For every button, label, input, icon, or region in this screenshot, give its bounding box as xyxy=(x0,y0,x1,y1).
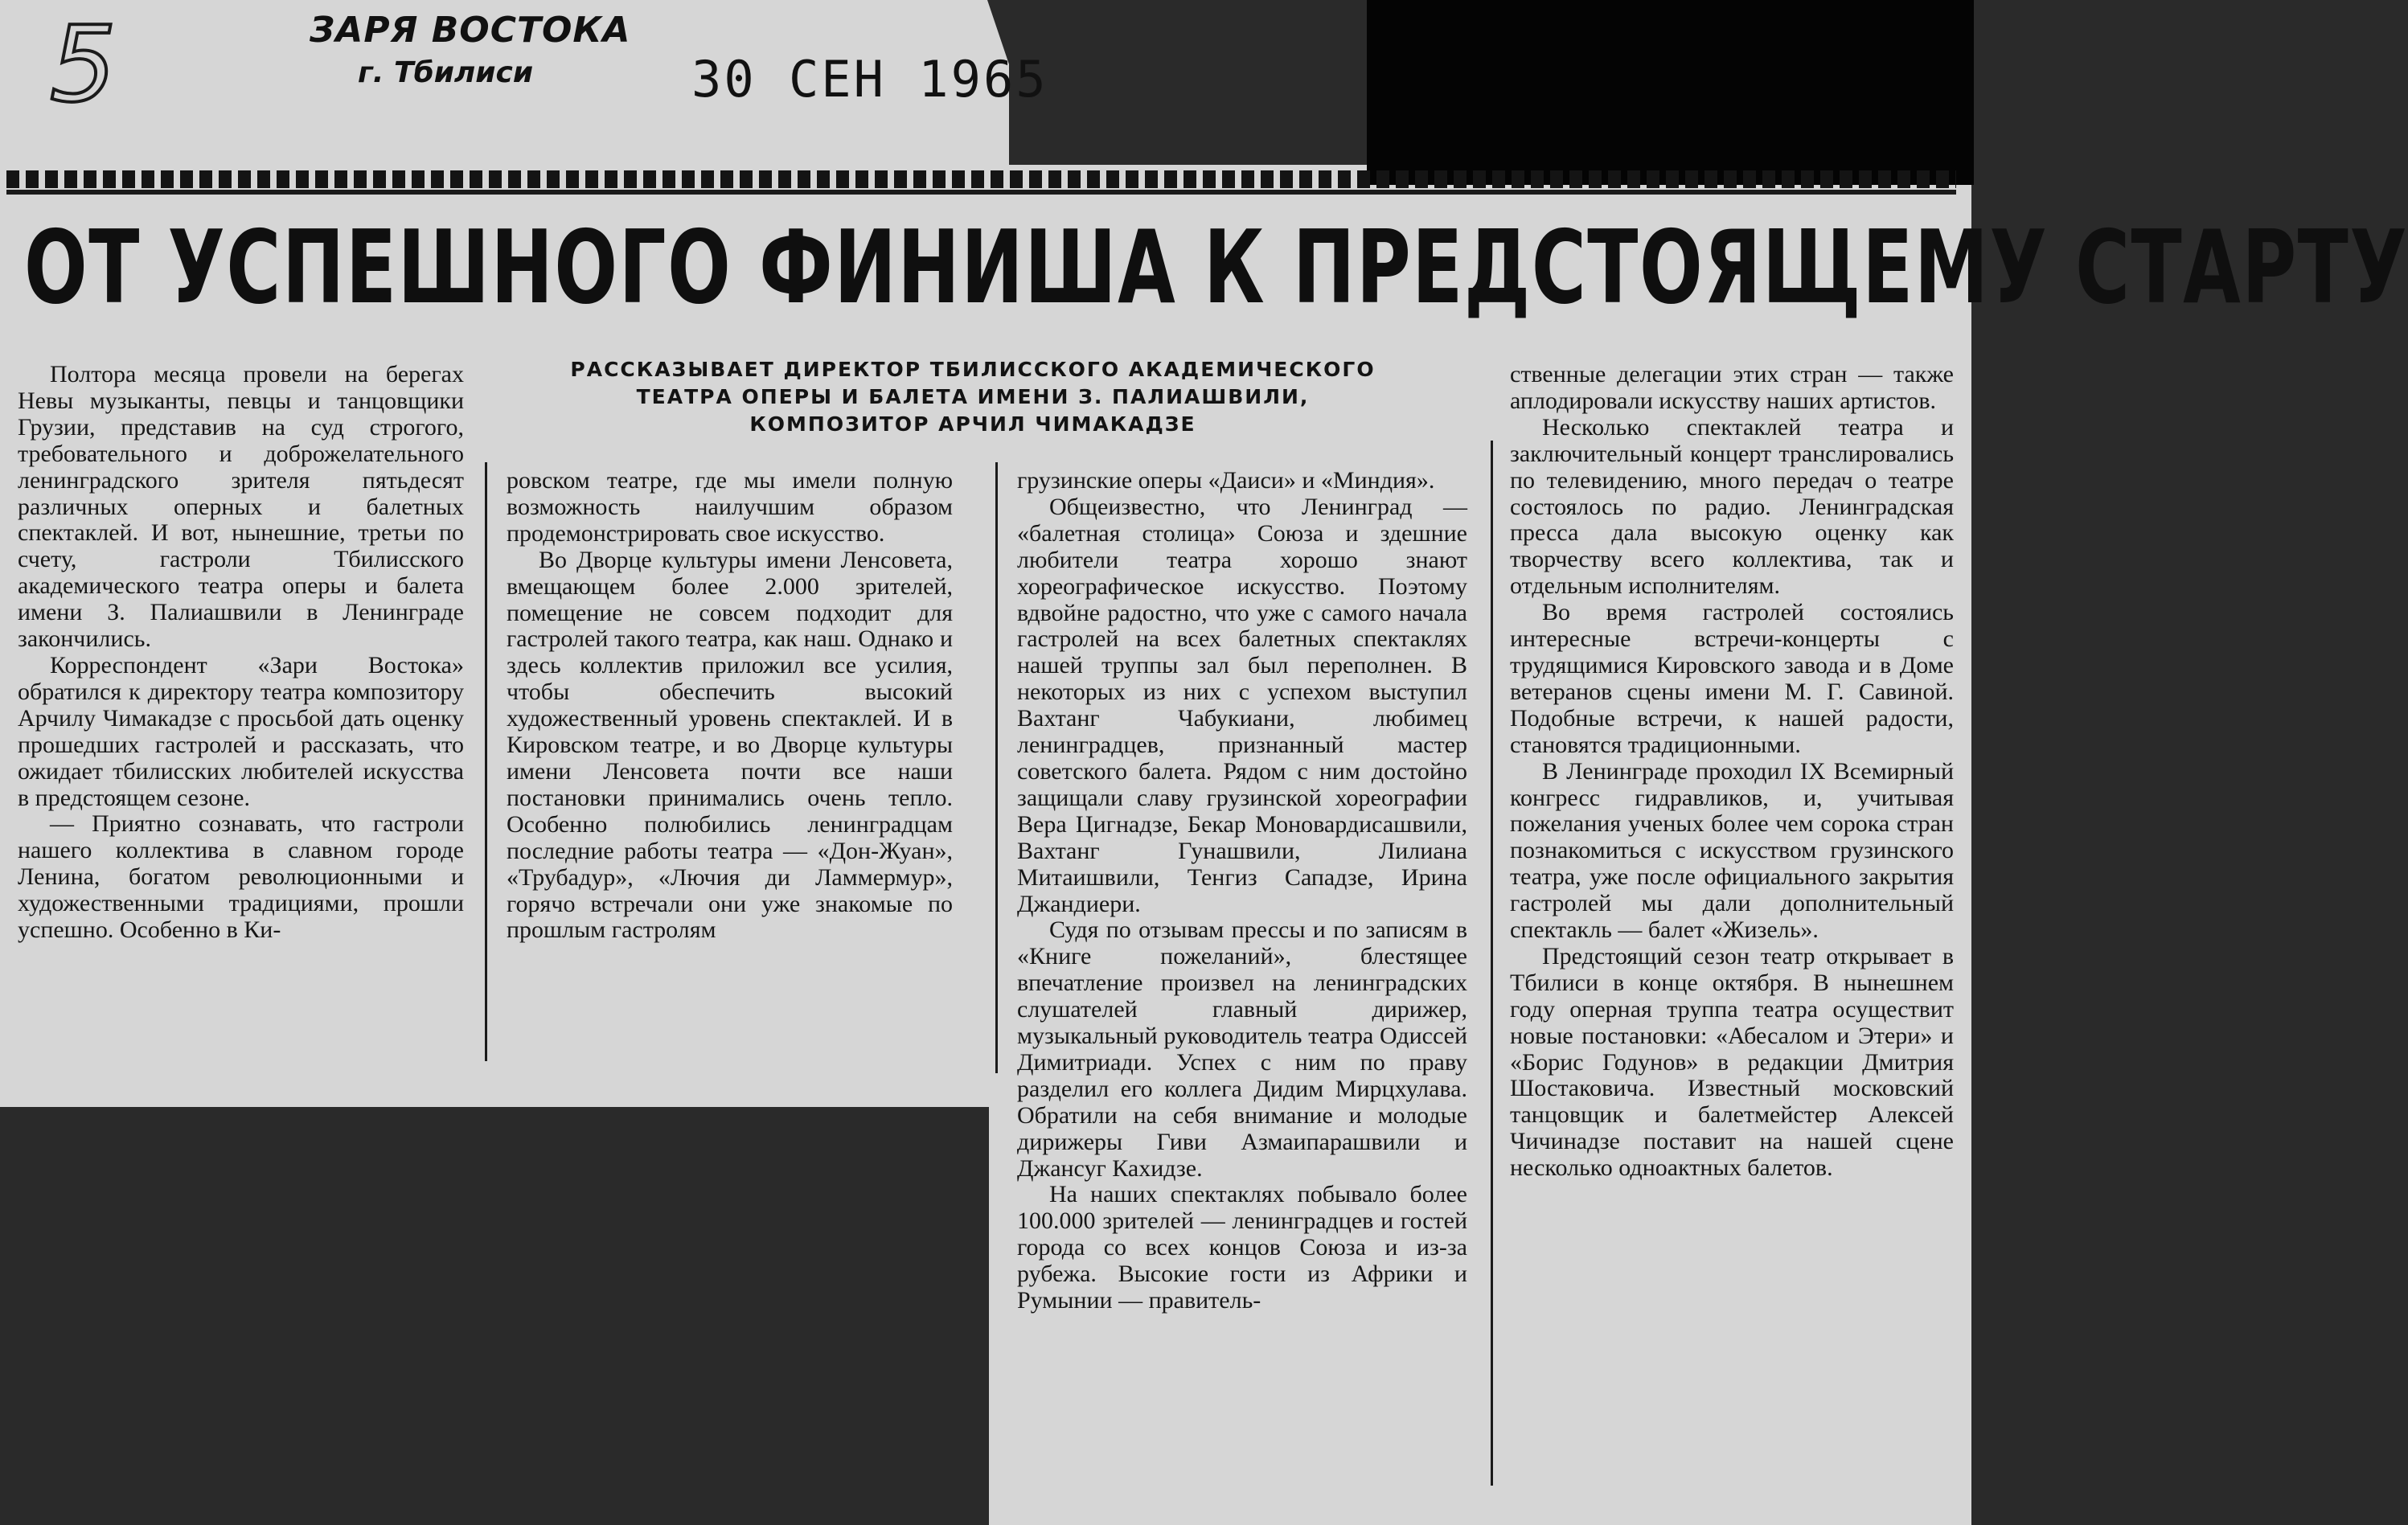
paragraph: Общеизвестно, что Ленинград — «балетная столица» Союза и здешние любители театра хорошо знают хореографическое искусство. Поэтому вдвойне радостно, что уже с самого начала гастролей на всех балетных спектаклях нашей труппы зал был переполнен. В некоторых из них с успехом выступил Вахтанг Чабукиани, любимец ленинградцев, признанный мастер советского балета. Рядом с ним достойно защищали славу грузинской хореографии Вера Цигнадзе, Бекар Моновардисашвили, Вахтанг Гунашвили, Лилиана Митаишвили, Тенгиз Сападзе, Ирина Джандиери. xyxy=(1017,493,1467,917)
article-headline: ОТ УСПЕШНОГО ФИНИША К ПРЕДСТОЯЩЕМУ СТАРТУ xyxy=(24,208,2408,326)
solid-border-rule xyxy=(6,190,1956,195)
text-column-4 xyxy=(1510,362,1954,1182)
paragraph: Во время гастролей состоялись интересные встречи-концерты с трудящимися Кировского завода и в Доме ветеранов сцены имени М. Г. Савиной. Подобные встречи, к нашей радости, становятся традиционными. xyxy=(1510,599,1954,758)
paragraph: На наших спектаклях побывало более 100.000 зрителей — ленинградцев и гостей города со всех концов Союза и из-за рубежа. Высокие гости из Африки и Румынии — правитель- xyxy=(1017,1181,1467,1314)
newspaper-city: г. Тбилиси xyxy=(358,56,534,89)
text-column-1 xyxy=(18,362,464,944)
archive-number-text: 5 xyxy=(50,3,117,125)
paragraph: Несколько спектаклей театра и заключительный концерт транслировались по телевидению, много передач о театре состоялось по радио. Ленинградская пресса дала высокую оценку как творчеству всего коллектива, так и отдельным исполнителям. xyxy=(1510,413,1954,600)
paragraph: ровском театре, где мы имели полную возможность наилучшим образом продемонстрировать свое искусство. xyxy=(507,467,953,547)
column-divider xyxy=(1491,441,1493,1486)
column-divider xyxy=(485,462,487,1061)
handwritten-archive-number xyxy=(47,0,143,125)
dashed-border-rule xyxy=(6,170,1956,188)
paragraph: Во Дворце культуры имени Ленсовета, вмещающем более 2.000 зрителей, помещение не совсем подходит для гастролей такого театра, как наш. Однако и здесь коллектив приложил все усилия, чтобы обеспечить высокий художественный уровень спектаклей. И в Кировском театре, и во Дворце культуры имени Ленсовета почти все наши постановки принимались очень тепло. Особенно полюбились ленинградцам последние работы театра — «Дон-Жуан», «Трубадур», «Лючия ди Ламмермур», горячо встречали они уже знакомые по прошлым гастролям xyxy=(507,546,953,944)
paragraph: Предстоящий сезон театр открывает в Тбилиси в конце октября. В нынешнем году оперная труппа театра осуществит новые постановки: «Абесалом и Этери» и «Борис Годунов» в редакции Дмитрия Шостаковича. Известный московский танцовщик и балетмейстер Алексей Чичинадзе поставит на нашей сцене несколько одноактных балетов. xyxy=(1510,942,1954,1182)
paragraph: В Ленинграде проходил IX Всемирный конгресс гидравликов, и, учитывая пожелания ученых более чем сорока стран познакомиться с искусством грузинского театра, уже после официального закрытия гастролей мы дали дополнительный спектакль — балет «Жизель». xyxy=(1510,757,1954,944)
article-subtitle: РАССКАЗЫВАЕТ ДИРЕКТОР ТБИЛИССКОГО АКАДЕМИЧЕСКОГО ТЕАТРА ОПЕРЫ И БАЛЕТА ИМЕНИ З. ПАЛИАШВИЛИ, КОМПОЗИТОР АРЧИЛ ЧИМАКАДЗЕ xyxy=(570,358,1376,436)
paragraph: грузинские оперы «Даиси» и «Миндия». xyxy=(1017,467,1435,494)
paragraph: Полтора месяца провели на берегах Невы музыканты, певцы и танцовщики Грузии, представив на суд строгого, требовательного и доброжелательного ленинградского зрителя пятьдесят различных оперных и балетных спектаклей. И вот, нынешние, третьи по счету, гастроли Тбилисского академического театра оперы и балета имени З. Палиашвили в Ленинграде закончились. xyxy=(18,361,464,653)
column-divider xyxy=(995,462,998,1073)
newspaper-name: ЗАРЯ ВОСТОКА xyxy=(310,10,631,51)
text-column-3 xyxy=(1017,468,1467,1314)
paragraph: Корреспондент «Зари Востока» обратился к директору театра композитору Арчилу Чимакадзе с просьбой дать оценку прошедших гастролей и рассказать, что ожидает тбилисских любителей искусства в предстоящем сезоне. xyxy=(18,651,464,811)
date-stamp: 30 СЕН 1965 xyxy=(691,50,1048,109)
paragraph: — Приятно сознавать, что гастроли нашего коллектива в славном городе Ленина, богатом революционными и художественными традициями, прошли успешно. Особенно в Ки- xyxy=(18,810,464,944)
paragraph: Судя по отзывам прессы и по записям в «Книге пожеланий», блестящее впечатление произвел на ленинградских слушателей главный дирижер, музыкальный руководитель театра Одиссей Димитриади. Успех с ним по праву разделил его коллега Дидим Мирцхулава. Обратили на себя внимание и молодые дирижеры Гиви Азмаипарашвили и Джансуг Кахидзе. xyxy=(1017,916,1467,1182)
text-column-2 xyxy=(507,468,953,944)
paragraph: ственные делегации этих стран — также аплодировали искусству наших артистов. xyxy=(1510,361,1954,414)
scan-background xyxy=(1367,0,1974,185)
